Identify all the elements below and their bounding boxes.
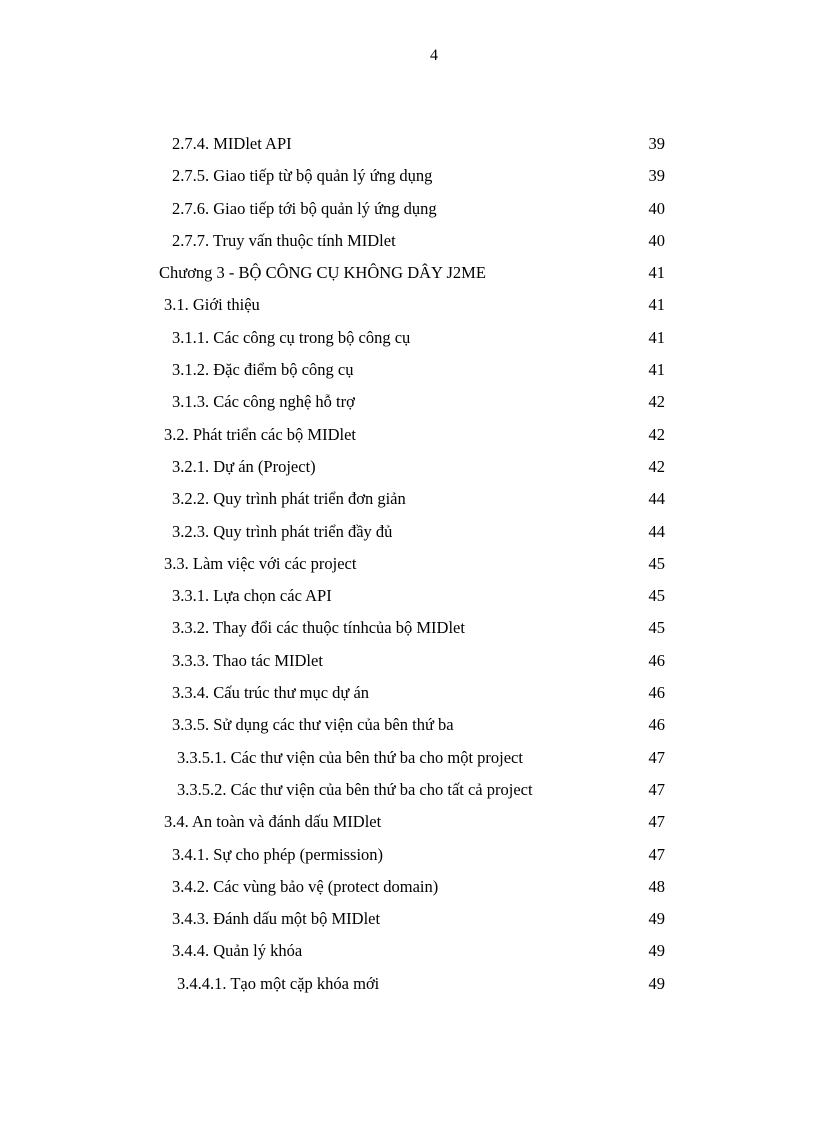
toc-entry-page: 46 [648, 683, 665, 703]
toc-entry-page: 40 [648, 230, 665, 250]
toc-entry-page: 41 [648, 263, 665, 283]
toc-entry-page: 45 [648, 553, 665, 573]
toc-entry [0, 322, 816, 354]
toc-entry-title: 3.4.4.1. Tạo một cặp khóa mới [177, 973, 380, 993]
toc-entry-page: 46 [648, 650, 665, 670]
toc-entry-page: 41 [648, 295, 665, 315]
toc-entry-title: 3.1.2. Đặc điểm bộ công cụ [172, 360, 354, 380]
toc-entry-page: 41 [648, 360, 665, 380]
toc-entry-title: 3.1. Giới thiệu [164, 295, 260, 315]
toc-entry-title: 3.3.5. Sử dụng các thư viện của bên thứ ba [172, 715, 454, 735]
toc-entry-title: 3.4.2. Các vùng bảo vệ (protect domain) [172, 876, 439, 896]
toc-entry [0, 968, 816, 1000]
toc-entry [0, 871, 816, 903]
toc-entry-page: 48 [648, 876, 665, 896]
toc-entry [0, 935, 816, 967]
toc-entry-page: 42 [648, 456, 665, 476]
toc-entry [0, 386, 816, 418]
toc-entry [0, 419, 816, 451]
toc-entry-title: 3.2.1. Dự án (Project) [172, 456, 316, 476]
table-of-contents [0, 128, 816, 1000]
toc-entry-title: 2.7.6. Giao tiếp tới bộ quản lý ứng dụng [172, 198, 437, 218]
toc-entry [0, 677, 816, 709]
toc-entry-page: 44 [648, 521, 665, 541]
toc-entry [0, 742, 816, 774]
toc-entry-page: 41 [648, 327, 665, 347]
toc-entry [0, 193, 816, 225]
toc-entry-title: 3.3.3. Thao tác MIDlet [172, 650, 323, 670]
toc-entry [0, 612, 816, 644]
toc-entry [0, 225, 816, 257]
toc-entry-title: 3.4.3. Đánh dấu một bộ MIDlet [172, 909, 381, 929]
toc-entry-page: 45 [648, 618, 665, 638]
toc-entry-page: 47 [648, 812, 665, 832]
toc-entry-title: 3.2.2. Quy trình phát triển đơn giản [172, 489, 406, 509]
toc-entry-page: 47 [648, 844, 665, 864]
toc-entry [0, 839, 816, 871]
toc-entry-page: 42 [648, 392, 665, 412]
toc-entry-title: Chương 3 - BỘ CÔNG CỤ KHÔNG DÂY J2ME [159, 263, 486, 283]
toc-entry [0, 160, 816, 192]
toc-entry-title: 3.2. Phát triển các bộ MIDlet [164, 424, 356, 444]
toc-entry [0, 709, 816, 741]
toc-entry-page: 42 [648, 424, 665, 444]
toc-entry-title: 3.3. Làm việc với các project [164, 553, 357, 573]
toc-entry [0, 516, 816, 548]
toc-entry [0, 257, 816, 289]
toc-entry [0, 483, 816, 515]
toc-entry [0, 645, 816, 677]
toc-entry-title: 3.4. An toàn và đánh dấu MIDlet [164, 812, 382, 832]
toc-entry-page: 49 [648, 941, 665, 961]
toc-entry [0, 354, 816, 386]
toc-entry-title: 3.3.1. Lựa chọn các API [172, 586, 332, 606]
toc-entry [0, 580, 816, 612]
toc-entry-page: 49 [648, 909, 665, 929]
toc-entry-page: 45 [648, 586, 665, 606]
toc-entry-page: 39 [648, 134, 665, 153]
toc-entry [0, 903, 816, 935]
toc-entry [0, 774, 816, 806]
toc-entry [0, 806, 816, 838]
toc-entry-title: 2.7.4. MIDlet API [172, 134, 292, 153]
toc-entry [0, 548, 816, 580]
toc-entry-title: 3.1.1. Các công cụ trong bộ công cụ [172, 327, 411, 347]
toc-entry-title: 3.2.3. Quy trình phát triển đầy đủ [172, 521, 393, 541]
toc-entry [0, 128, 816, 160]
toc-entry-title: 3.3.4. Cấu trúc thư mục dự án [172, 683, 370, 703]
toc-entry [0, 451, 816, 483]
toc-entry-page: 47 [648, 747, 665, 767]
toc-entry-title: 2.7.7. Truy vấn thuộc tính MIDlet [172, 230, 396, 250]
toc-entry-page: 46 [648, 715, 665, 735]
toc-entry-page: 49 [648, 973, 665, 993]
page-number: 4 [430, 47, 438, 64]
toc-entry-title: 3.4.4. Quản lý khóa [172, 941, 303, 961]
toc-entry-title: 3.4.1. Sự cho phép (permission) [172, 844, 384, 864]
toc-entry-title: 3.3.2. Thay đổi các thuộc tínhcủa bộ MIDlet [172, 618, 465, 638]
toc-entry-title: 3.3.5.2. Các thư viện của bên thứ ba cho tất cả project [177, 779, 533, 799]
toc-entry-title: 3.3.5.1. Các thư viện của bên thứ ba cho một project [177, 747, 523, 767]
toc-entry [0, 289, 816, 321]
toc-entry-page: 44 [648, 489, 665, 509]
toc-entry-title: 2.7.5. Giao tiếp từ bộ quản lý ứng dụng [172, 166, 433, 186]
toc-entry-page: 47 [648, 779, 665, 799]
toc-entry-page: 39 [648, 166, 665, 186]
toc-entry-page: 40 [648, 198, 665, 218]
toc-entry-title: 3.1.3. Các công nghệ hỗ trợ [172, 392, 355, 412]
